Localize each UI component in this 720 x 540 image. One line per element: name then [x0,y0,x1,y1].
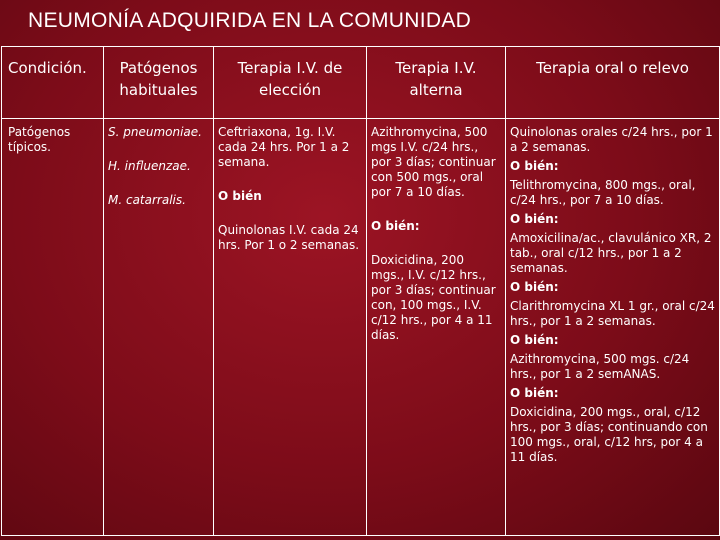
header-patogenos: Patógenos habituales [104,47,214,119]
header-terapia-eleccion: Terapia I.V. de elección [214,47,367,119]
alterna-or: O bién: [371,219,420,233]
oral-item: Amoxicilina/ac., clavulánico XR, 2 tab., oral c/12 hrs., por 1 a 2 semanas. [510,231,712,275]
oral-or: O bién: [510,280,559,294]
pathogen-item: H. influenzae. [108,159,191,173]
cell-terapia-oral [506,119,720,536]
cell-condicion [2,119,104,536]
cell-patogenos [104,119,214,536]
table-header-row [2,47,720,119]
cell-terapia-alterna [367,119,506,536]
condicion-text: Patógenos típicos. [8,125,71,154]
oral-item: Quinolonas orales c/24 hrs., por 1 a 2 semanas. [510,125,713,154]
eleccion-second: Quinolonas I.V. cada 24 hrs. Por 1 o 2 semanas. [218,223,360,252]
header-condicion: Condición. [2,47,104,119]
eleccion-first: Ceftriaxona, 1g. I.V. cada 24 hrs. Por 1 a 2 semana. [218,125,350,169]
oral-or: O bién: [510,333,559,347]
oral-item: Doxicidina, 200 mgs., oral, c/12 hrs., por 3 días; continuando con 100 mgs., oral, c/12 hrs, por 4 a 11 días. [510,405,708,464]
cell-terapia-eleccion [214,119,367,536]
header-terapia-oral: Terapia oral o relevo [506,47,720,119]
oral-or: O bién: [510,159,559,173]
header-terapia-alterna: Terapia I.V. alterna [367,47,506,119]
alterna-first: Azithromycina, 500 mgs I.V. c/24 hrs., por 3 días; continuar con 500 mgs., oral por 7 a 10 días. [371,125,496,199]
oral-or: O bién: [510,212,559,226]
eleccion-or: O bién [218,189,262,203]
table-row [2,119,720,536]
therapy-table [1,46,720,536]
pathogen-item: M. catarralis. [108,193,186,207]
alterna-second: Doxicidina, 200 mgs., I.V. c/12 hrs., por 3 días; continuar con, 100 mgs., I.V. c/12 hrs., por 4 a 11 días. [371,253,496,342]
oral-item: Telithromycina, 800 mgs., oral, c/24 hrs., por 7 a 10 días. [510,178,696,207]
pathogen-item: S. pneumoniae. [108,125,202,139]
slide-title: NEUMONÍA ADQUIRIDA EN LA COMUNIDAD [28,9,472,32]
oral-item: Clarithromycina XL 1 gr., oral c/24 hrs., por 1 a 2 semanas. [510,299,715,328]
oral-item: Azithromycina, 500 mgs. c/24 hrs., por 1 a 2 semANAS. [510,352,690,381]
oral-or: O bién: [510,386,559,400]
